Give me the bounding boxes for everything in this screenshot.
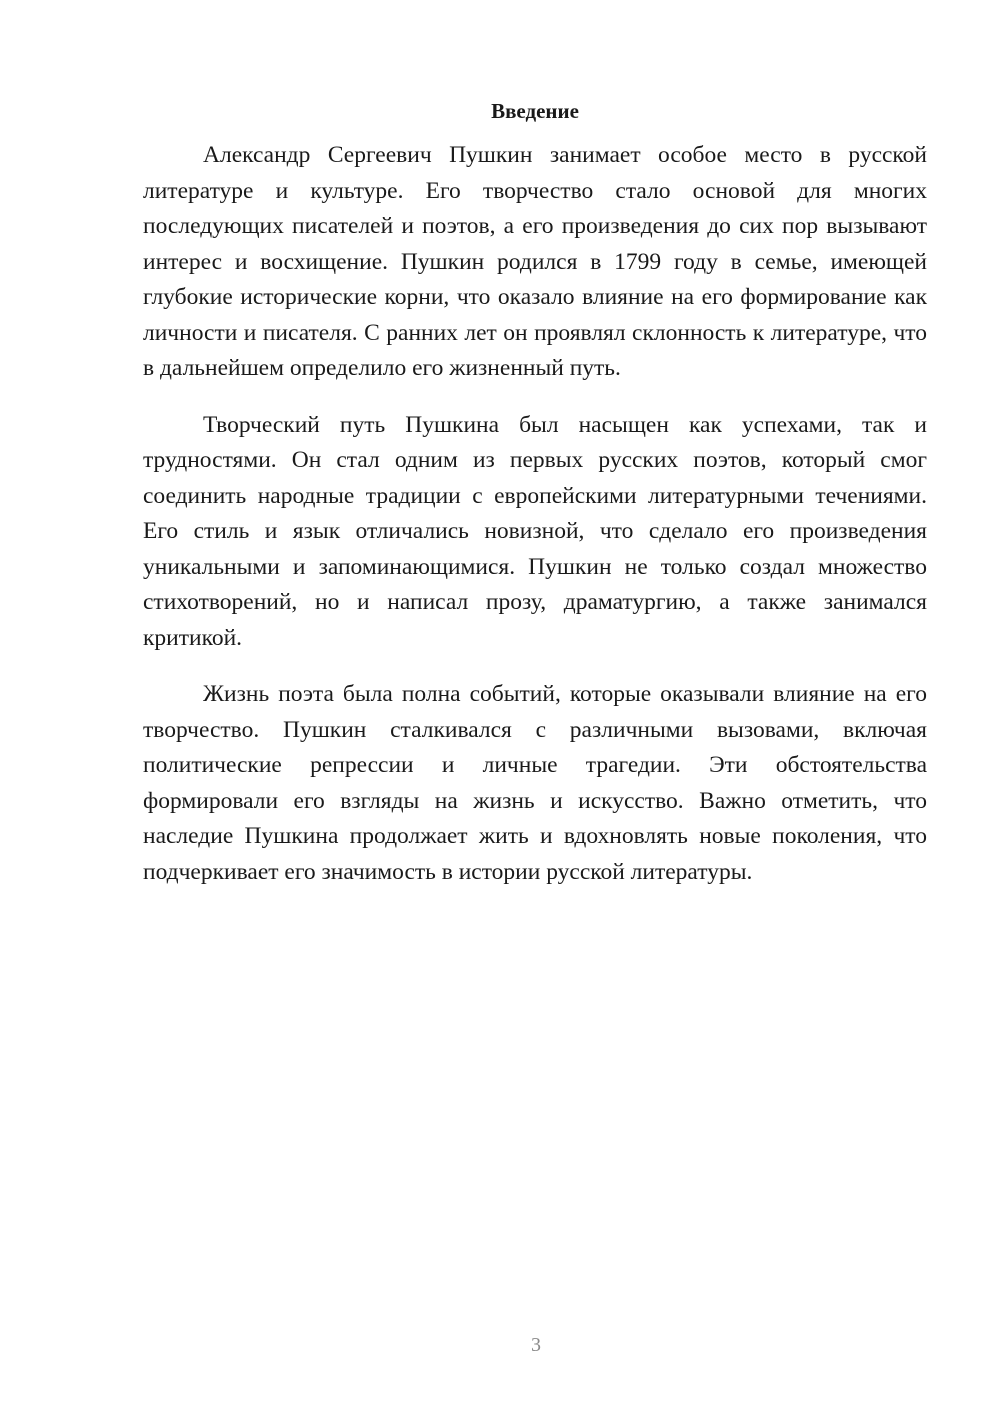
paragraph-2: Творческий путь Пушкина был насыщен как успехами, так и трудностями. Он стал одним из первых русских поэтов, который смог соединить народные традиции с европейскими литературными течениями. Его стиль и язык отличались новизной, что сделало его произведения уникальными и запоминающимися. Пушкин не только создал множество стихотворений, но и написал прозу, драматургию, а также занимался критикой. [143, 411, 927, 651]
page-number: 3 [531, 1334, 541, 1356]
paragraph-3: Жизнь поэта была полна событий, которые оказывали влияние на его творчество. Пушкин сталкивался с различными вызовами, включая политические репрессии и личные трагедии. Эти обстоятельства формировали его взгляды на жизнь и искусство. Важно отметить, что наследие Пушкина продолжает жить и вдохновлять новые поколения, что подчеркивает его значимость в истории русской литературы. [143, 681, 927, 885]
page-content [143, 97, 927, 911]
section-heading: Введение [491, 99, 579, 123]
paragraph-1: Александр Сергеевич Пушкин занимает особое место в русской литературе и культуре. Его творчество стало основой для многих последующих писателей и поэтов, а его произведения до сих пор вызывают интерес и восхищение. Пушкин родился в 1799 году в семье, имеющей глубокие исторические корни, что оказало влияние на его формирование как личности и писателя. С ранних лет он проявлял склонность к литературе, что в дальнейшем определило его жизненный путь. [143, 142, 927, 381]
